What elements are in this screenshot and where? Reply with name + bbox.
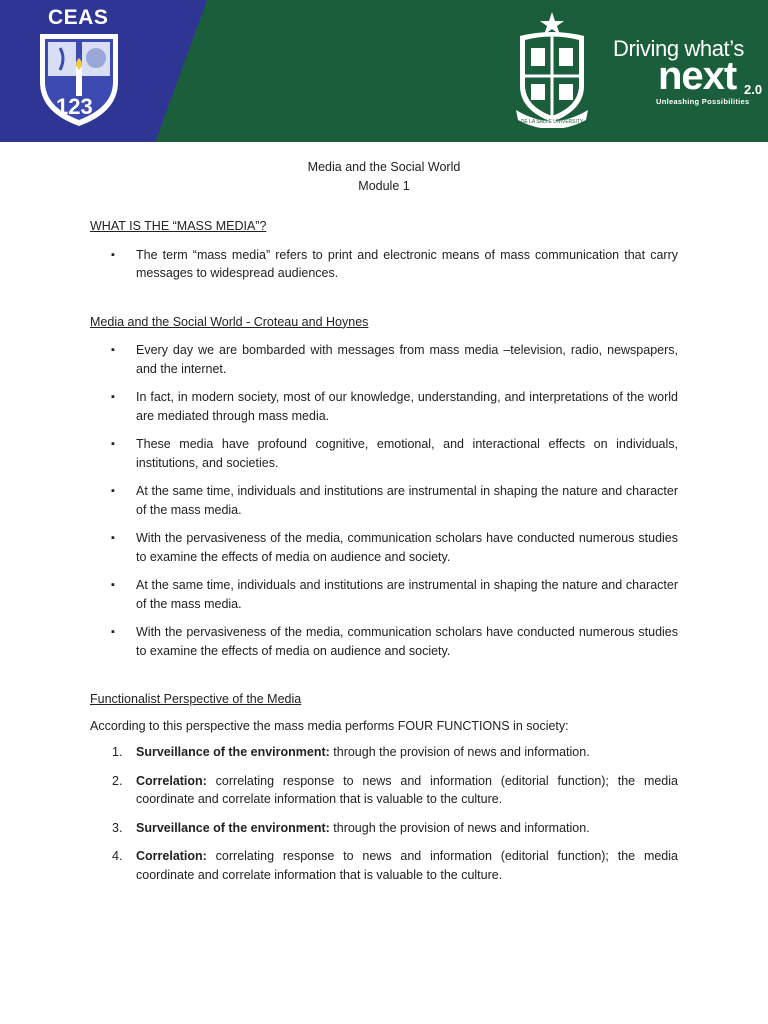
ceas-shield-icon <box>36 30 122 128</box>
bullet-item: ▪ With the pervasiveness of the media, communication scholars have conducted numerous studies to examine the effects of media on audience and society. <box>90 529 678 566</box>
function-item <box>90 743 678 762</box>
function-term: Surveillance of the environment: <box>136 820 330 835</box>
function-item <box>90 772 678 809</box>
item-number: 2. <box>112 773 123 788</box>
section-heading-mass-media: WHAT IS THE “MASS MEDIA”? <box>90 219 267 233</box>
bullet-item: ▪ In fact, in modern society, most of our knowledge, understanding, and interpretations of the world are mediated through mass media. <box>90 388 678 425</box>
item-number: 1. <box>112 745 123 759</box>
page-header <box>0 0 768 142</box>
function-item <box>90 819 678 838</box>
crest-motto: DE LA SALLE UNIVERSITY <box>520 119 584 125</box>
bullet-item: ▪ These media have profound cognitive, emotional, and interactional effects on individuals, institutions, and societies. <box>90 435 678 472</box>
module-label: Module 1 <box>358 178 410 193</box>
social-world-bullets <box>90 341 678 660</box>
function-text: correlating response to news and information (editorial function); the media coordinate and correlate information that is valuable to the culture. <box>136 773 678 806</box>
item-number: 4. <box>112 849 123 863</box>
document-title: Media and the Social World <box>307 160 461 174</box>
functions-list <box>90 743 678 884</box>
bullet-item: ▪ The term “mass media” refers to print and electronic means of mass communication that carry messages to widespread audiences. <box>90 246 678 283</box>
function-text: through the provision of news and information. <box>329 745 590 759</box>
tagline-version: 2.0 <box>744 82 763 97</box>
tagline: Driving what’s <box>613 36 744 61</box>
bullet-item: ▪ At the same time, individuals and institutions are instrumental in shaping the nature and character of the mass media. <box>90 482 678 519</box>
function-term: Surveillance of the environment: <box>136 745 330 759</box>
function-text: through the provision of news and information. <box>329 820 590 835</box>
university-crest-icon <box>512 10 592 128</box>
tagline-next: next <box>658 54 737 98</box>
function-text: correlating response to news and information (editorial function); the media coordinate and correlate information that is valuable to the culture. <box>136 849 678 882</box>
functionalist-intro: According to this perspective the mass media performs FOUR FUNCTIONS in society: <box>90 718 569 733</box>
section-heading-functionalist: Functionalist Perspective of the Media <box>90 692 302 706</box>
function-item <box>90 847 678 884</box>
mass-media-bullets <box>90 246 678 283</box>
bullet-item: ▪ With the pervasiveness of the media, communication scholars have conducted numerous studies to examine the effects of media on audience and society. <box>90 623 678 660</box>
function-term: Correlation: <box>136 773 207 788</box>
section-heading-social-world: Media and the Social World - Croteau and Hoynes <box>90 314 369 329</box>
bullet-item: ▪ At the same time, individuals and institutions are instrumental in shaping the nature and character of the mass media. <box>90 576 678 613</box>
bullet-item: ▪ Every day we are bombarded with messages from mass media –television, radio, newspapers, and the internet. <box>90 341 678 378</box>
item-number: 3. <box>112 820 123 835</box>
ceas-logo-text: CEAS <box>48 6 109 29</box>
sub-tagline: Unleashing Possibilities <box>656 97 750 106</box>
document-body <box>90 158 678 884</box>
shield-digits: 123 <box>56 94 93 119</box>
function-term: Correlation: <box>136 849 207 863</box>
